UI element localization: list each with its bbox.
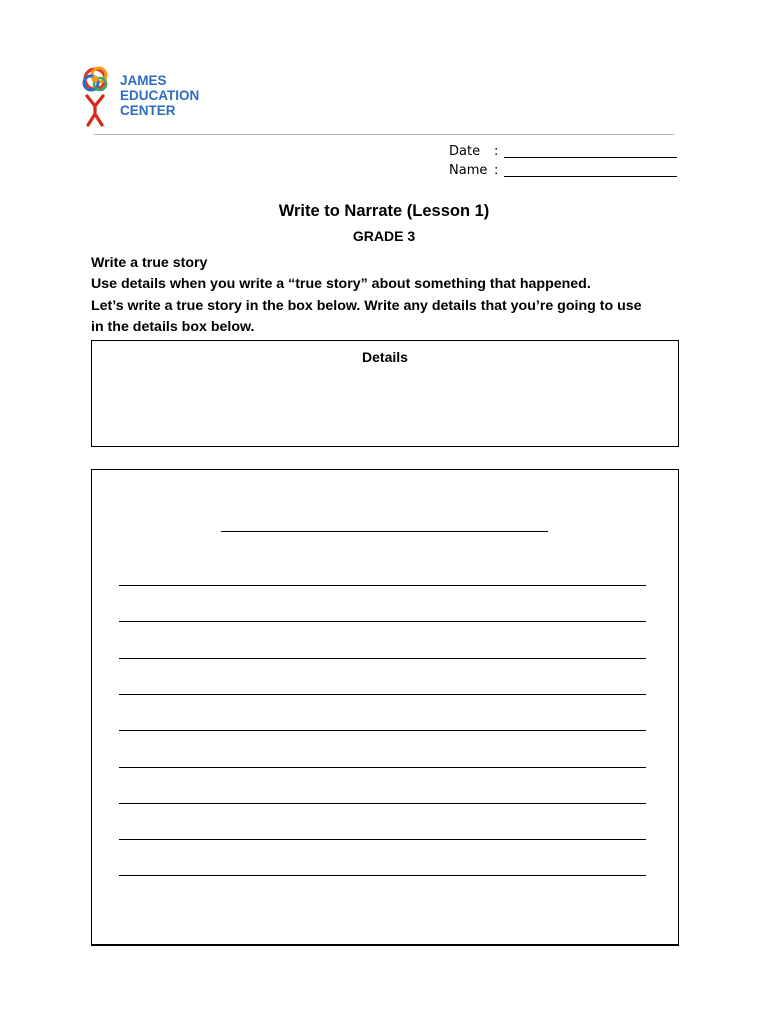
writing-line[interactable]	[119, 585, 646, 586]
date-label: Date	[449, 144, 481, 159]
details-box[interactable]	[91, 340, 679, 447]
story-writing-box[interactable]	[91, 469, 679, 946]
writing-line[interactable]	[119, 730, 646, 731]
instruction-heading: Write a true story	[91, 255, 208, 271]
date-separator: :	[494, 144, 499, 159]
writing-line[interactable]	[119, 803, 646, 804]
writing-line[interactable]	[119, 767, 646, 768]
writing-line[interactable]	[119, 839, 646, 840]
logo-mark-icon	[78, 62, 218, 132]
svg-text:CENTER: CENTER	[120, 103, 176, 118]
name-blank-line[interactable]	[504, 176, 677, 177]
writing-line[interactable]	[119, 875, 646, 876]
worksheet-title: Write to Narrate (Lesson 1)	[278, 202, 490, 220]
date-blank-line[interactable]	[504, 157, 677, 158]
svg-text:EDUCATION: EDUCATION	[120, 88, 200, 103]
instruction-line: in the details box below.	[91, 319, 255, 335]
svg-text:JAMES: JAMES	[120, 73, 167, 88]
name-label: Name	[449, 163, 488, 178]
date-field	[449, 143, 684, 161]
header-divider	[94, 134, 674, 135]
story-title-line[interactable]	[221, 531, 548, 532]
details-box-title: Details	[362, 349, 408, 365]
instruction-line: Use details when you write a “true story” about something that happened.	[91, 276, 591, 292]
james-education-center-logo	[78, 62, 218, 132]
name-separator: :	[494, 163, 499, 178]
writing-line[interactable]	[119, 658, 646, 659]
writing-line[interactable]	[119, 694, 646, 695]
instruction-line: Let’s write a true story in the box below. Write any details that you’re going to use	[91, 298, 642, 314]
grade-label: GRADE 3	[352, 228, 416, 244]
name-field	[449, 162, 684, 180]
writing-line[interactable]	[119, 621, 646, 622]
